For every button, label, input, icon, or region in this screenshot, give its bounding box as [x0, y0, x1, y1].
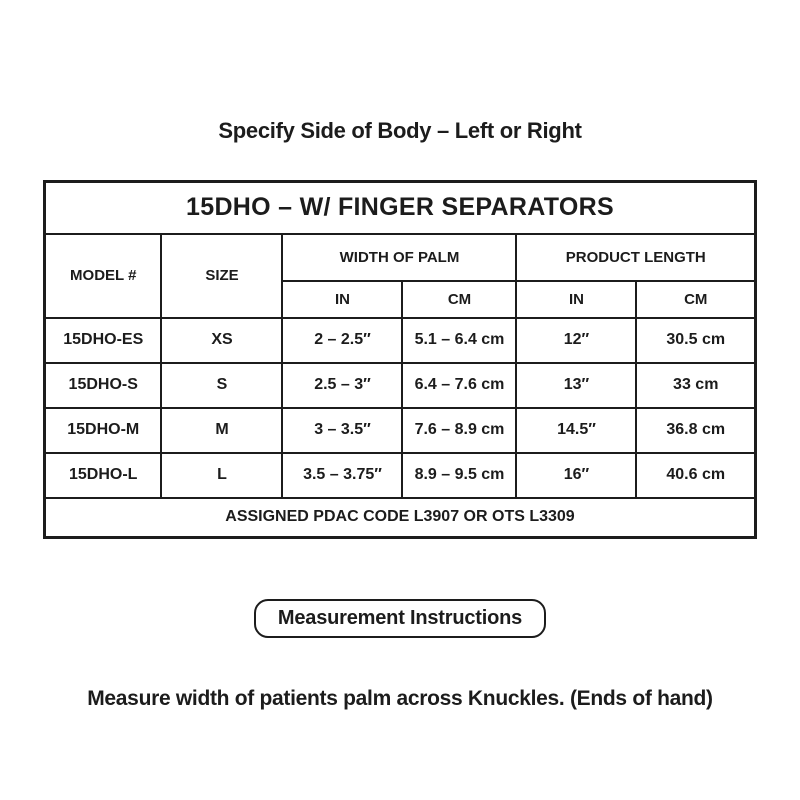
cell-length-cm: 30.5 cm — [636, 318, 755, 363]
cell-palm-in: 3.5 – 3.75″ — [282, 453, 402, 498]
side-of-body-note: Specify Side of Body – Left or Right — [218, 118, 582, 143]
sizing-table — [43, 180, 757, 539]
table-row — [44, 453, 755, 498]
col-header-size: SIZE — [161, 234, 282, 318]
cell-palm-cm: 5.1 – 6.4 cm — [402, 318, 516, 363]
table-title-row — [44, 182, 755, 234]
cell-length-in: 16″ — [516, 453, 636, 498]
table-header-group-row — [44, 234, 755, 281]
cell-length-cm: 33 cm — [636, 363, 755, 408]
cell-model: 15DHO-S — [44, 363, 161, 408]
pdac-code-footer: ASSIGNED PDAC CODE L3907 OR OTS L3309 — [44, 498, 755, 538]
button-container — [0, 599, 800, 638]
cell-size: L — [161, 453, 282, 498]
table-footer-row — [44, 498, 755, 538]
cell-length-cm: 36.8 cm — [636, 408, 755, 453]
subcol-length-in: IN — [516, 281, 636, 318]
cell-palm-cm: 7.6 – 8.9 cm — [402, 408, 516, 453]
subcol-length-cm: CM — [636, 281, 755, 318]
col-group-product-length: PRODUCT LENGTH — [516, 234, 755, 281]
cell-length-in: 12″ — [516, 318, 636, 363]
cell-palm-cm: 6.4 – 7.6 cm — [402, 363, 516, 408]
cell-model: 15DHO-ES — [44, 318, 161, 363]
subcol-palm-in: IN — [282, 281, 402, 318]
cell-size: XS — [161, 318, 282, 363]
cell-palm-in: 2.5 – 3″ — [282, 363, 402, 408]
col-header-model: MODEL # — [44, 234, 161, 318]
table-row — [44, 318, 755, 363]
table-title: 15DHO – W/ FINGER SEPARATORS — [44, 182, 755, 234]
cell-model: 15DHO-M — [44, 408, 161, 453]
cell-length-in: 14.5″ — [516, 408, 636, 453]
table-row — [44, 408, 755, 453]
cell-palm-in: 2 – 2.5″ — [282, 318, 402, 363]
cell-size: M — [161, 408, 282, 453]
measurement-note: Measure width of patients palm across Knuckles. (Ends of hand) — [87, 687, 713, 710]
table-row — [44, 363, 755, 408]
measurement-instructions-button[interactable]: Measurement Instructions — [254, 599, 546, 638]
subcol-palm-cm: CM — [402, 281, 516, 318]
cell-length-cm: 40.6 cm — [636, 453, 755, 498]
cell-size: S — [161, 363, 282, 408]
cell-length-in: 13″ — [516, 363, 636, 408]
cell-palm-in: 3 – 3.5″ — [282, 408, 402, 453]
cell-model: 15DHO-L — [44, 453, 161, 498]
col-group-width-of-palm: WIDTH OF PALM — [282, 234, 516, 281]
cell-palm-cm: 8.9 – 9.5 cm — [402, 453, 516, 498]
